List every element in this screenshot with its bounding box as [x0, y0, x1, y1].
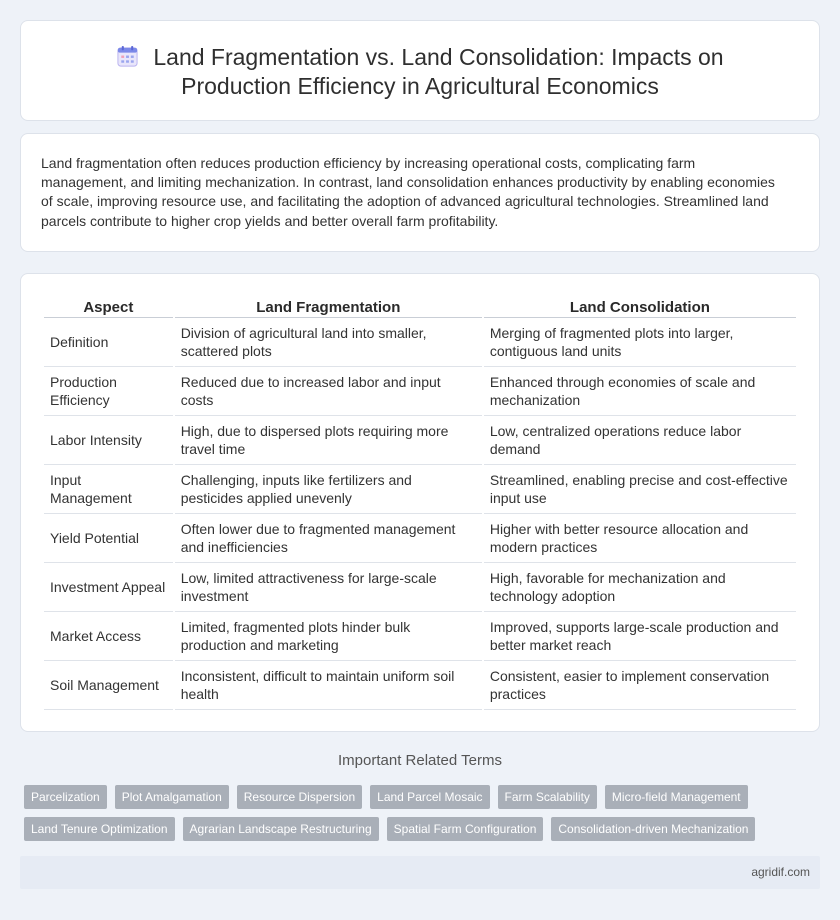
- table-row: [44, 514, 796, 563]
- tag-farm-scalability[interactable]: Farm Scalability: [498, 785, 597, 809]
- title-line-2: Production Efficiency in Agricultural Economics: [181, 73, 659, 99]
- tag-agrarian-landscape-restructuring[interactable]: Agrarian Landscape Restructuring: [183, 817, 379, 841]
- aspect-cell: Definition: [44, 318, 173, 367]
- header-land-consolidation: Land Consolidation: [484, 295, 796, 318]
- tag-resource-dispersion[interactable]: Resource Dispersion: [237, 785, 362, 809]
- consolidation-cell: Enhanced through economies of scale and mechanization: [484, 367, 796, 416]
- fragmentation-cell: Limited, fragmented plots hinder bulk production and marketing: [175, 612, 482, 661]
- aspect-cell: Investment Appeal: [44, 563, 173, 612]
- related-terms-tags: [24, 785, 784, 849]
- table-row: [44, 318, 796, 367]
- aspect-cell: Production Efficiency: [44, 367, 173, 416]
- title-line-1: Land Fragmentation vs. Land Consolidation: Impacts on: [153, 44, 724, 70]
- consolidation-cell: Consistent, easier to implement conservation practices: [484, 661, 796, 710]
- calendar-icon: [116, 45, 139, 68]
- tag-spatial-farm-configuration[interactable]: Spatial Farm Configuration: [387, 817, 544, 841]
- table-row: [44, 612, 796, 661]
- table-row: [44, 563, 796, 612]
- tag-parcelization[interactable]: Parcelization: [24, 785, 107, 809]
- tag-micro-field-management[interactable]: Micro-field Management: [605, 785, 748, 809]
- aspect-cell: Input Management: [44, 465, 173, 514]
- footer-site-link[interactable]: agridif.com: [751, 865, 810, 879]
- fragmentation-cell: Challenging, inputs like fertilizers and pesticides applied unevenly: [175, 465, 482, 514]
- fragmentation-cell: High, due to dispersed plots requiring more travel time: [175, 416, 482, 465]
- page-title: [21, 43, 819, 101]
- consolidation-cell: High, favorable for mechanization and technology adoption: [484, 563, 796, 612]
- consolidation-cell: Improved, supports large-scale production and better market reach: [484, 612, 796, 661]
- consolidation-cell: Streamlined, enabling precise and cost-effective input use: [484, 465, 796, 514]
- footer: [20, 856, 820, 889]
- consolidation-cell: Merging of fragmented plots into larger, contiguous land units: [484, 318, 796, 367]
- header-land-fragmentation: Land Fragmentation: [175, 295, 482, 318]
- fragmentation-cell: Division of agricultural land into smaller, scattered plots: [175, 318, 482, 367]
- tag-land-parcel-mosaic[interactable]: Land Parcel Mosaic: [370, 785, 489, 809]
- tag-row-2: [24, 817, 784, 841]
- table-header-row: [44, 295, 796, 318]
- fragmentation-cell: Inconsistent, difficult to maintain uniform soil health: [175, 661, 482, 710]
- intro-card: [20, 133, 820, 252]
- tag-land-tenure-optimization[interactable]: Land Tenure Optimization: [24, 817, 175, 841]
- tag-consolidation-driven-mechanization[interactable]: Consolidation-driven Mechanization: [551, 817, 755, 841]
- title-card: [20, 20, 820, 121]
- consolidation-cell: Higher with better resource allocation and modern practices: [484, 514, 796, 563]
- fragmentation-cell: Low, limited attractiveness for large-scale investment: [175, 563, 482, 612]
- consolidation-cell: Low, centralized operations reduce labor demand: [484, 416, 796, 465]
- table-row: [44, 416, 796, 465]
- table-row: [44, 367, 796, 416]
- header-aspect: Aspect: [44, 295, 173, 318]
- table-row: [44, 661, 796, 710]
- fragmentation-cell: Often lower due to fragmented management and inefficiencies: [175, 514, 482, 563]
- aspect-cell: Labor Intensity: [44, 416, 173, 465]
- fragmentation-cell: Reduced due to increased labor and input costs: [175, 367, 482, 416]
- related-terms-title: Important Related Terms: [338, 752, 502, 769]
- comparison-table: [42, 295, 798, 710]
- comparison-card: [20, 273, 820, 732]
- aspect-cell: Yield Potential: [44, 514, 173, 563]
- table-row: [44, 465, 796, 514]
- intro-paragraph: Land fragmentation often reduces production efficiency by increasing operational costs, complicating farm management, and limiting mechanization. In contrast, land consolidation enhances productivity by enabling economies of scale, improving resource use, and facilitating the adoption of advanced agricultural technologies. Streamlined land parcels contribute to higher crop yields and better overall farm profitability.: [41, 155, 775, 229]
- aspect-cell: Soil Management: [44, 661, 173, 710]
- aspect-cell: Market Access: [44, 612, 173, 661]
- tag-plot-amalgamation[interactable]: Plot Amalgamation: [115, 785, 229, 809]
- tag-row-1: [24, 785, 784, 809]
